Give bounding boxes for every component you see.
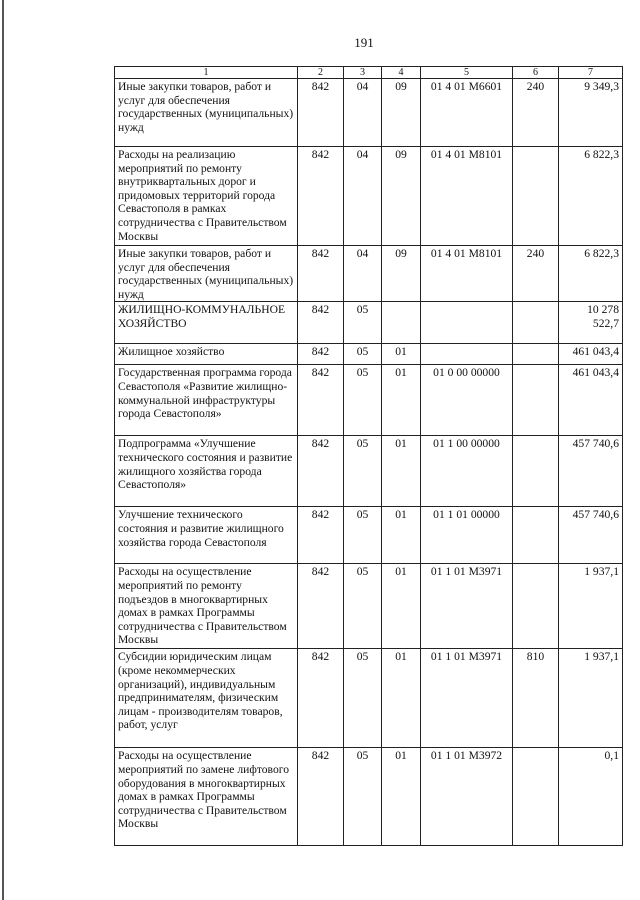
row-section: 05 [344, 344, 382, 365]
table-row [115, 246, 623, 302]
row-target-article: 01 1 00 00000 [421, 436, 513, 507]
row-admin-code: 842 [298, 649, 344, 748]
header-cell: 1 [115, 67, 298, 79]
table-row [115, 365, 623, 436]
row-expense-type [513, 365, 559, 436]
row-amount: 457 740,6 [559, 507, 623, 564]
row-admin-code: 842 [298, 507, 344, 564]
row-name: Жилищное хозяйство [115, 344, 298, 365]
row-expense-type [513, 344, 559, 365]
row-section: 04 [344, 79, 382, 147]
row-subsection: 01 [382, 344, 421, 365]
row-target-article: 01 0 00 00000 [421, 365, 513, 436]
table-row [115, 302, 623, 344]
row-subsection: 01 [382, 365, 421, 436]
row-expense-type: 240 [513, 79, 559, 147]
row-target-article: 01 1 01 М3972 [421, 748, 513, 846]
row-section: 05 [344, 564, 382, 649]
row-target-article: 01 4 01 М6601 [421, 79, 513, 147]
row-target-article: 01 4 01 М8101 [421, 246, 513, 302]
row-admin-code: 842 [298, 436, 344, 507]
row-target-article: 01 1 01 М3971 [421, 649, 513, 748]
row-expense-type [513, 564, 559, 649]
row-subsection: 01 [382, 748, 421, 846]
row-admin-code: 842 [298, 79, 344, 147]
header-cell: 7 [559, 67, 623, 79]
row-expense-type [513, 147, 559, 246]
row-admin-code: 842 [298, 246, 344, 302]
row-name: Расходы на реализацию мероприятий по ремонту внутриквартальных дорог и придомовых территорий города Севастополя в рамках сотрудничества с Правительством Москвы [115, 147, 298, 246]
row-name: Подпрограмма «Улучшение технического состояния и развитие жилищного хозяйства города Севастополя» [115, 436, 298, 507]
table-row [115, 507, 623, 564]
row-subsection: 01 [382, 649, 421, 748]
header-cell: 6 [513, 67, 559, 79]
row-name: Расходы на осуществление мероприятий по замене лифтового оборудования в многоквартирных домах в рамках Программы сотрудничества с Правительством Москвы [115, 748, 298, 846]
header-cell: 2 [298, 67, 344, 79]
row-admin-code: 842 [298, 302, 344, 344]
row-amount: 9 349,3 [559, 79, 623, 147]
row-target-article: 01 1 01 00000 [421, 507, 513, 564]
row-target-article [421, 344, 513, 365]
row-name: Расходы на осуществление мероприятий по ремонту подъездов в многоквартирных домах в рамках Программы сотрудничества с Правительством Москвы [115, 564, 298, 649]
row-section: 04 [344, 246, 382, 302]
row-target-article: 01 1 01 М3971 [421, 564, 513, 649]
row-name: Иные закупки товаров, работ и услуг для обеспечения государственных (муниципальных) нужд [115, 79, 298, 147]
row-admin-code: 842 [298, 365, 344, 436]
header-cell: 3 [344, 67, 382, 79]
row-section: 05 [344, 507, 382, 564]
row-subsection: 01 [382, 507, 421, 564]
row-subsection: 01 [382, 564, 421, 649]
row-section: 05 [344, 436, 382, 507]
row-section: 04 [344, 147, 382, 246]
row-section: 05 [344, 365, 382, 436]
row-target-article [421, 302, 513, 344]
row-name: Государственная программа города Севастополя «Развитие жилищно-коммунальной инфраструктуры города Севастополя» [115, 365, 298, 436]
row-admin-code: 842 [298, 344, 344, 365]
budget-table [114, 66, 623, 846]
row-name: Иные закупки товаров, работ и услуг для обеспечения государственных (муниципальных) нужд [115, 246, 298, 302]
table-row [115, 436, 623, 507]
row-subsection: 09 [382, 246, 421, 302]
row-amount: 6 822,3 [559, 147, 623, 246]
header-cell: 5 [421, 67, 513, 79]
header-row [115, 67, 623, 79]
row-expense-type [513, 507, 559, 564]
row-admin-code: 842 [298, 748, 344, 846]
table-row [115, 748, 623, 846]
row-amount: 461 043,4 [559, 344, 623, 365]
row-admin-code: 842 [298, 564, 344, 649]
row-amount: 6 822,3 [559, 246, 623, 302]
header-cell: 4 [382, 67, 421, 79]
row-expense-type [513, 748, 559, 846]
row-subsection: 09 [382, 79, 421, 147]
table-row [115, 344, 623, 365]
page-number: 191 [354, 35, 374, 50]
row-section: 05 [344, 748, 382, 846]
row-expense-type: 240 [513, 246, 559, 302]
row-amount: 10 278 522,7 [559, 302, 623, 344]
row-expense-type [513, 302, 559, 344]
row-name: Улучшение технического состояния и развитие жилищного хозяйства города Севастополя [115, 507, 298, 564]
row-expense-type: 810 [513, 649, 559, 748]
row-amount: 461 043,4 [559, 365, 623, 436]
row-name: ЖИЛИЩНО-КОММУНАЛЬНОЕ ХОЗЯЙСТВО [115, 302, 298, 344]
table-row [115, 564, 623, 649]
row-name: Субсидии юридическим лицам (кроме некоммерческих организаций), индивидуальным предпринимателям, физическим лицам - производителям товаров, работ, услуг [115, 649, 298, 748]
row-target-article: 01 4 01 М8101 [421, 147, 513, 246]
table-row [115, 79, 623, 147]
row-subsection [382, 302, 421, 344]
row-admin-code: 842 [298, 147, 344, 246]
scan-edge-line [2, 0, 4, 900]
table-row [115, 147, 623, 246]
row-amount: 457 740,6 [559, 436, 623, 507]
row-amount: 1 937,1 [559, 564, 623, 649]
row-subsection: 09 [382, 147, 421, 246]
table-row [115, 649, 623, 748]
row-amount: 0,1 [559, 748, 623, 846]
row-section: 05 [344, 302, 382, 344]
row-subsection: 01 [382, 436, 421, 507]
row-expense-type [513, 436, 559, 507]
row-section: 05 [344, 649, 382, 748]
row-amount: 1 937,1 [559, 649, 623, 748]
